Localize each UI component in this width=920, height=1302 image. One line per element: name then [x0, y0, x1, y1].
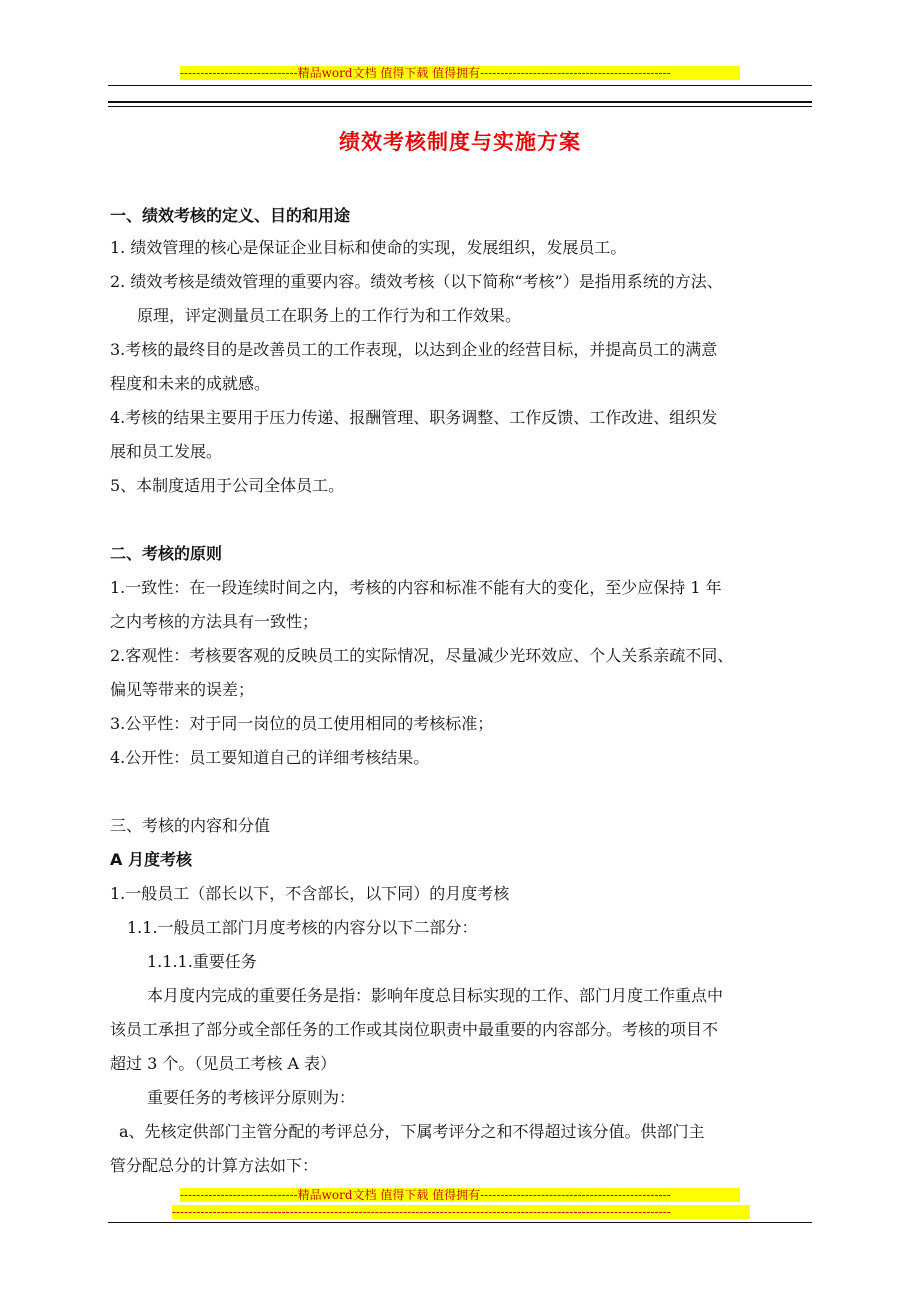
s1-item-2-cont: 原理，评定测量员工在职务上的工作行为和工作效果。 — [137, 306, 522, 325]
s2-item-4: 4.公开性：员工要知道自己的详细考核结果。 — [110, 748, 430, 767]
s2-item-2-cont: 偏见等带来的误差； — [110, 680, 255, 699]
s3-paragraph-3-cont: 管分配总分的计算方法如下： — [110, 1156, 319, 1175]
document-title: 绩效考核制度与实施方案 — [339, 130, 581, 154]
s3-paragraph-1: 本月度内完成的重要任务是指：影响年度总目标实现的工作、部门月度工作重点中 — [147, 986, 724, 1005]
s2-item-3: 3.公平性：对于同一岗位的员工使用相同的考核标准； — [110, 714, 494, 733]
s1-item-5: 5、本制度适用于公司全体员工。 — [110, 476, 345, 495]
section-3-subheading: A 月度考核 — [110, 850, 192, 869]
header-rule — [108, 85, 812, 86]
section-2-heading: 二、考核的原则 — [110, 544, 223, 563]
section-1-heading: 一、绩效考核的定义、目的和用途 — [110, 206, 351, 225]
s3-item-1-1-1: 1.1.1.重要任务 — [147, 952, 257, 971]
s3-item-1-1: 1.1.一般员工部门月度考核的内容分以下二部分： — [127, 918, 478, 937]
footer-rule — [108, 1222, 812, 1223]
section-3-heading: 三、考核的内容和分值 — [110, 816, 271, 835]
s1-item-2: 2. 绩效考核是绩效管理的重要内容。绩效考核（以下简称“考核”）是指用系统的方法、 — [110, 272, 723, 291]
header-double-rule-top — [108, 101, 812, 103]
s3-paragraph-3: a、先核定供部门主管分配的考评总分，下属考评分之和不得超过该分值。供部门主 — [119, 1122, 705, 1141]
footer-banner: -----------------------------精品word文档 值得下载 值得拥有----------------------------------------------- — [180, 1188, 740, 1202]
s3-item-1: 1.一般员工（部长以下，不含部长，以下同）的月度考核 — [110, 884, 510, 903]
header-banner: -----------------------------精品word文档 值得下载 值得拥有----------------------------------------------- — [180, 66, 740, 80]
s1-item-4: 4.考核的结果主要用于压力传递、报酬管理、职务调整、工作反馈、工作改进、组织发 — [110, 408, 718, 427]
footer-banner-dashes: --------------------------------------------------------------------------------------------------------------------------- — [172, 1205, 750, 1219]
s1-item-3: 3.考核的最终目的是改善员工的工作表现，以达到企业的经营目标，并提高员工的满意 — [110, 340, 718, 359]
s3-paragraph-1-cont2: 超过 3 个。（见员工考核 A 表） — [110, 1054, 337, 1073]
s2-item-1-cont: 之内考核的方法具有一致性； — [110, 612, 319, 631]
s1-item-1: 1. 绩效管理的核心是保证企业目标和使命的实现，发展组织，发展员工。 — [110, 238, 627, 257]
s3-paragraph-1-cont: 该员工承担了部分或全部任务的工作或其岗位职责中最重要的内容部分。考核的项目不 — [110, 1020, 719, 1039]
s1-item-3-cont: 程度和未来的成就感。 — [110, 374, 271, 393]
s2-item-1: 1.一致性：在一段连续时间之内，考核的内容和标准不能有大的变化，至少应保持 1 年 — [110, 578, 722, 597]
header-double-rule-bottom — [108, 106, 812, 107]
s3-paragraph-2: 重要任务的考核评分原则为： — [147, 1088, 356, 1107]
s2-item-2: 2.客观性：考核要客观的反映员工的实际情况，尽量减少光环效应、个人关系亲疏不同、 — [110, 646, 734, 665]
s1-item-4-cont: 展和员工发展。 — [110, 442, 223, 461]
